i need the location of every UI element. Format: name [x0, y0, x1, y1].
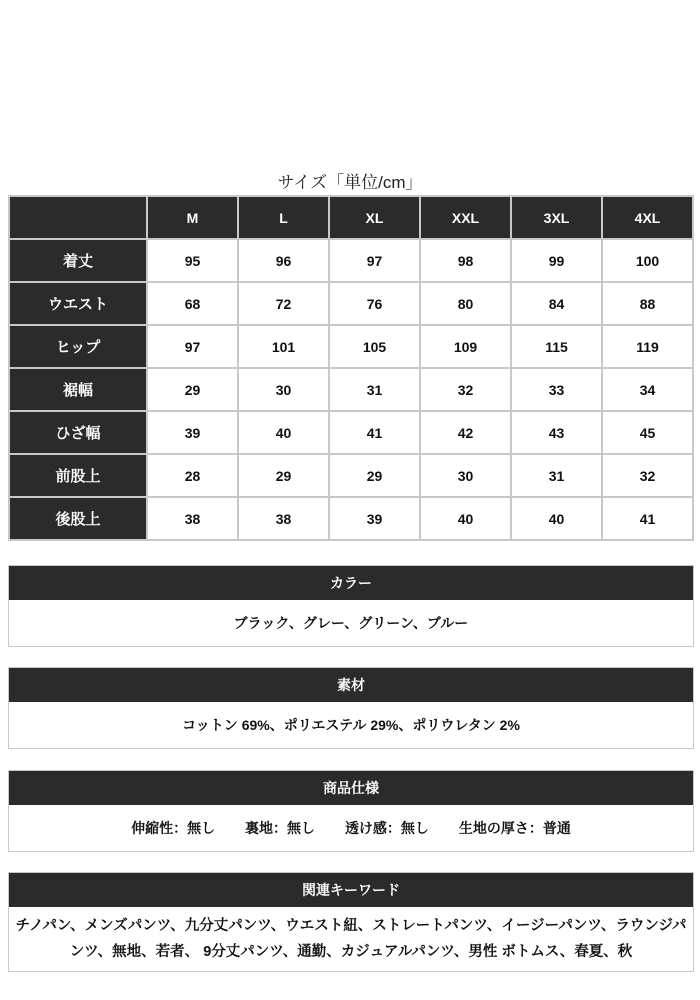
- measurement-value: 29: [148, 369, 237, 410]
- measurement-value: 115: [512, 326, 601, 367]
- spec-items: [9, 805, 693, 851]
- color-heading: カラー: [9, 566, 693, 600]
- measurement-value: 28: [148, 455, 237, 496]
- size-header-row: [10, 197, 692, 238]
- measurement-value: 97: [148, 326, 237, 367]
- measurement-value: 95: [148, 240, 237, 281]
- size-row: [10, 240, 692, 281]
- measurement-value: 39: [330, 498, 419, 539]
- measurement-value: 29: [239, 455, 328, 496]
- measurement-value: 45: [603, 412, 692, 453]
- size-column-header: 3XL: [512, 197, 601, 238]
- measurement-value: 30: [239, 369, 328, 410]
- size-chart-table: [8, 195, 694, 541]
- measurement-label: ひざ幅: [10, 412, 146, 453]
- measurement-value: 105: [330, 326, 419, 367]
- spec-stretch: 伸縮性：無し: [131, 820, 216, 836]
- measurement-value: 43: [512, 412, 601, 453]
- measurement-value: 97: [330, 240, 419, 281]
- measurement-value: 38: [239, 498, 328, 539]
- size-chart-title: サイズ「単位/cm」: [277, 173, 423, 192]
- material-section: [8, 667, 694, 749]
- measurement-label: 後股上: [10, 498, 146, 539]
- measurement-value: 109: [421, 326, 510, 367]
- material-text: コットン 69%、ポリエステル 29%、ポリウレタン 2%: [182, 717, 520, 733]
- corner-cell: [10, 197, 146, 238]
- measurement-label: ヒップ: [10, 326, 146, 367]
- measurement-value: 29: [330, 455, 419, 496]
- measurement-value: 32: [603, 455, 692, 496]
- measurement-value: 76: [330, 283, 419, 324]
- keywords-section: [8, 872, 694, 972]
- measurement-value: 30: [421, 455, 510, 496]
- measurement-label: ウエスト: [10, 283, 146, 324]
- measurement-value: 41: [603, 498, 692, 539]
- spec-thickness: 生地の厚さ：普通: [458, 820, 571, 836]
- measurement-value: 39: [148, 412, 237, 453]
- size-row: [10, 455, 692, 496]
- spec-heading: 商品仕様: [9, 771, 693, 805]
- size-row: [10, 498, 692, 539]
- measurement-value: 41: [330, 412, 419, 453]
- size-column-header: XL: [330, 197, 419, 238]
- measurement-value: 33: [512, 369, 601, 410]
- keywords-text: チノパン、メンズパンツ、九分丈パンツ、ウエスト紐、ストレートパンツ、イージーパンツ、ラウンジパンツ、無地、若者、 9分丈パンツ、通勤、カジュアルパンツ、男性 ボトムス、春夏、秋: [15, 918, 687, 960]
- material-heading: 素材: [9, 668, 693, 702]
- measurement-value: 31: [512, 455, 601, 496]
- keywords-heading: 関連キーワード: [9, 873, 693, 907]
- measurement-value: 80: [421, 283, 510, 324]
- measurement-value: 88: [603, 283, 692, 324]
- size-column-header: 4XL: [603, 197, 692, 238]
- measurement-value: 40: [421, 498, 510, 539]
- measurement-value: 40: [239, 412, 328, 453]
- measurement-value: 99: [512, 240, 601, 281]
- measurement-value: 31: [330, 369, 419, 410]
- size-row: [10, 369, 692, 410]
- spec-section: [8, 770, 694, 852]
- measurement-value: 42: [421, 412, 510, 453]
- measurement-value: 101: [239, 326, 328, 367]
- size-row: [10, 283, 692, 324]
- measurement-value: 34: [603, 369, 692, 410]
- measurement-value: 40: [512, 498, 601, 539]
- measurement-label: 裾幅: [10, 369, 146, 410]
- measurement-value: 98: [421, 240, 510, 281]
- size-column-header: M: [148, 197, 237, 238]
- measurement-value: 84: [512, 283, 601, 324]
- measurement-label: 前股上: [10, 455, 146, 496]
- measurement-label: 着丈: [10, 240, 146, 281]
- size-row: [10, 412, 692, 453]
- measurement-value: 96: [239, 240, 328, 281]
- size-row: [10, 326, 692, 367]
- measurement-value: 38: [148, 498, 237, 539]
- size-column-header: L: [239, 197, 328, 238]
- color-text: ブラック、グレー、グリーン、ブルー: [233, 615, 469, 631]
- measurement-value: 32: [421, 369, 510, 410]
- measurement-value: 119: [603, 326, 692, 367]
- spec-lining: 裏地：無し: [245, 820, 316, 836]
- size-column-header: XXL: [421, 197, 510, 238]
- measurement-value: 68: [148, 283, 237, 324]
- measurement-value: 72: [239, 283, 328, 324]
- color-section: [8, 565, 694, 647]
- measurement-value: 100: [603, 240, 692, 281]
- spec-sheerness: 透け感：無し: [344, 820, 429, 836]
